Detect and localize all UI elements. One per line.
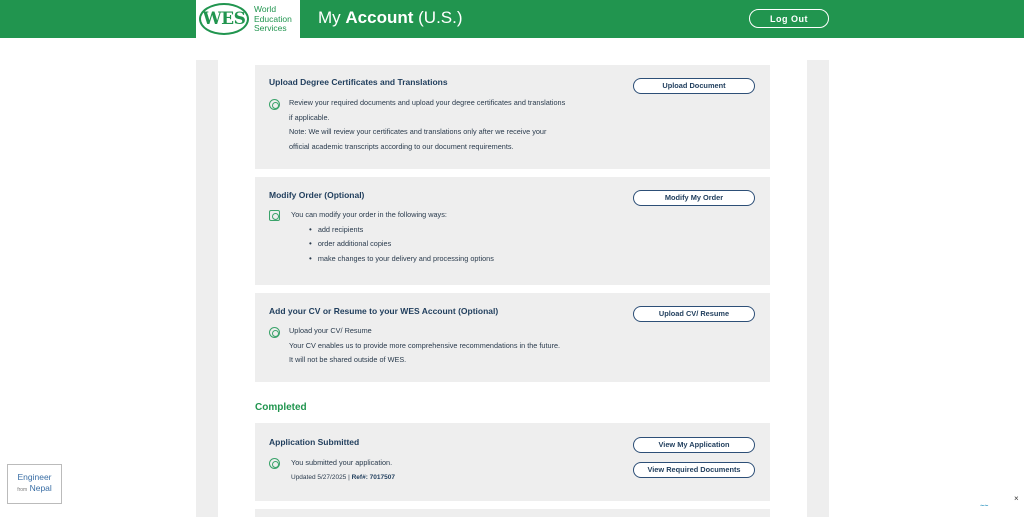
body-line: Note: We will review your certificates and translations only after we receive your [289, 127, 547, 136]
body-line: Review your required documents and upload your degree certificates and translations [289, 98, 566, 107]
watermark-line3: Nepal [29, 483, 52, 493]
upload-document-button[interactable]: Upload Document [633, 78, 755, 94]
card-body [289, 324, 560, 368]
logo-letters: WES [202, 9, 246, 29]
logo-line2: Education [254, 13, 292, 24]
edit-icon [269, 210, 280, 221]
list-item: • add recipients [309, 223, 494, 238]
logo-line3: Services [254, 23, 287, 33]
updated-date: Updated 5/27/2025 | [291, 473, 350, 481]
watermark-badge [7, 464, 62, 504]
upload-degree-card [255, 65, 770, 169]
next-card-partial [255, 509, 770, 517]
watermark-line-mid [8, 483, 61, 496]
arrow-circle-icon [269, 458, 280, 469]
logout-button[interactable]: Log Out [749, 9, 829, 28]
view-required-documents-button[interactable]: View Required Documents [633, 462, 755, 478]
completed-heading: Completed [255, 402, 307, 413]
watermark-line1: Engineer [17, 472, 52, 482]
modify-options-list [291, 223, 494, 267]
card-title: Add your CV or Resume to your WES Account (Optional) [269, 306, 499, 316]
close-icon[interactable]: × [1014, 494, 1019, 503]
body-line: It will not be shared outside of WES. [289, 355, 407, 364]
wes-logo[interactable] [196, 0, 300, 38]
submitted-line: You submitted your application. [291, 458, 393, 467]
ref-number: Ref#: 7017507 [351, 473, 395, 481]
watermark-line2: from [17, 487, 28, 493]
card-title: Application Submitted [269, 437, 360, 447]
title-prefix: My [318, 8, 341, 27]
page-title [318, 8, 463, 28]
target-icon [269, 99, 280, 110]
title-suffix: (U.S.) [418, 8, 463, 27]
corner-watermark: ~~ [980, 503, 989, 510]
list-item: • order additional copies [309, 237, 494, 252]
body-line: Upload your CV/ Resume [289, 326, 372, 335]
card-title: Upload Degree Certificates and Translations [269, 77, 448, 87]
application-submitted-card [255, 423, 770, 501]
card-body [291, 456, 395, 485]
body-line: if applicable. [289, 112, 330, 122]
logo-text [254, 5, 292, 34]
body-line: Your CV enables us to provide more comprehensive recommendations in the future. [289, 340, 561, 350]
logo-line1: World [254, 4, 277, 14]
card-body [291, 208, 494, 266]
logo-oval-icon [199, 3, 249, 35]
updated-meta [291, 471, 395, 486]
body-line: official academic transcripts according to our document requirements. [289, 141, 514, 151]
card-title: Modify Order (Optional) [269, 190, 365, 200]
left-gutter [196, 60, 218, 517]
card-body [289, 96, 565, 154]
upload-cv-button[interactable]: Upload CV/ Resume [633, 306, 755, 322]
title-bold: Account [345, 8, 414, 27]
modify-order-card [255, 177, 770, 285]
body-intro: You can modify your order in the following ways: [291, 210, 447, 219]
view-application-button[interactable]: View My Application [633, 437, 755, 453]
list-item: • make changes to your delivery and processing options [309, 252, 494, 267]
chat-icon [269, 327, 280, 338]
modify-order-button[interactable]: Modify My Order [633, 190, 755, 206]
right-gutter [807, 60, 829, 517]
cv-card [255, 293, 770, 382]
header-bar [0, 0, 1024, 38]
